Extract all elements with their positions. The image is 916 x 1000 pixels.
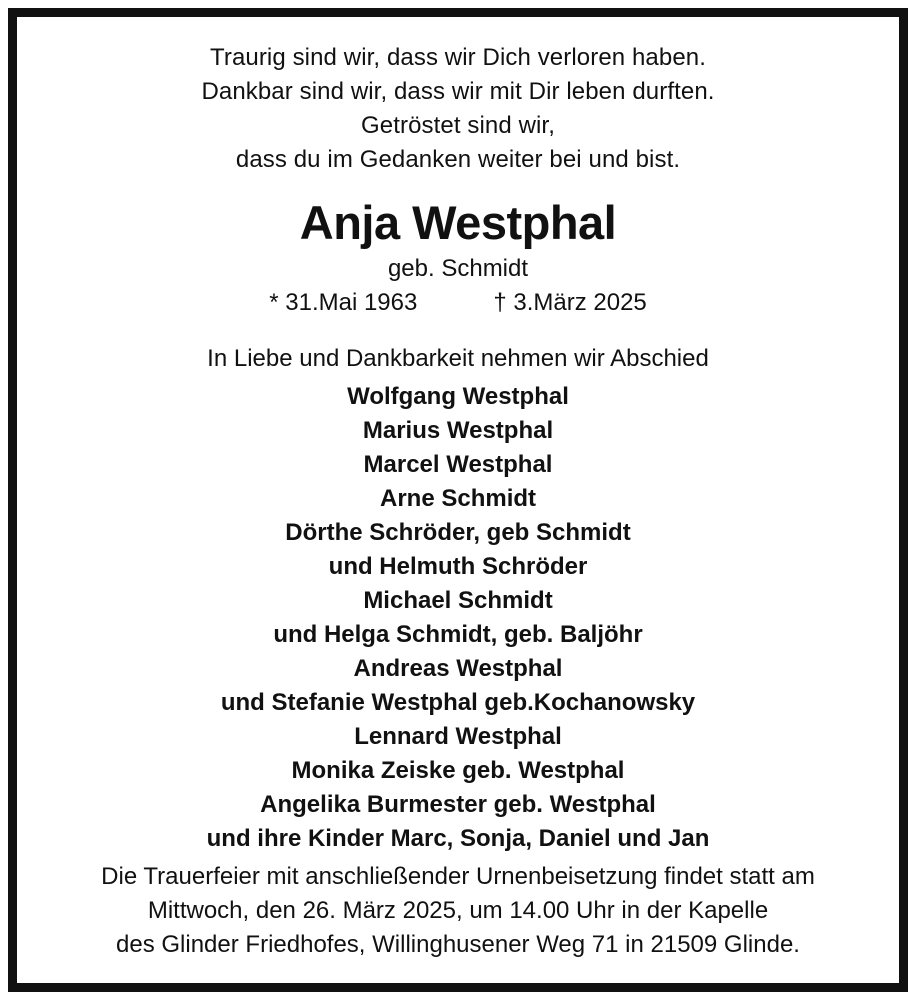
mourner-line: Arne Schmidt — [379, 485, 537, 512]
mourner-line: Angelika Burmester geb. Westphal — [260, 791, 656, 818]
maiden-name: geb. Schmidt — [387, 255, 529, 282]
verse-line: Dankbar sind wir, dass wir mit Dir leben durften. — [201, 78, 715, 105]
mourners-list — [17, 380, 899, 856]
service-line: Mittwoch, den 26. März 2025, um 14.00 Uhr in der Kapelle — [147, 897, 769, 924]
mourner-line: Marius Westphal — [362, 417, 554, 444]
mourner-line: Michael Schmidt — [363, 587, 553, 614]
mourner-line: und Stefanie Westphal geb.Kochanowsky — [220, 689, 696, 716]
death-date: † 3.März 2025 — [493, 289, 647, 316]
service-line: Die Trauerfeier mit anschließender Urnenbeisetzung findet statt am — [101, 863, 815, 890]
memorial-verse — [17, 41, 899, 177]
life-dates — [17, 286, 899, 320]
verse-line: Traurig sind wir, dass wir Dich verloren haben. — [209, 44, 706, 71]
mourner-line: Dörthe Schröder, geb Schmidt — [285, 519, 631, 546]
mourner-line: und Helmuth Schröder — [328, 553, 588, 580]
verse-line: Getröstet sind wir, — [361, 112, 555, 139]
mourner-line: Wolfgang Westphal — [347, 383, 569, 410]
deceased-name: Anja Westphal — [299, 196, 617, 249]
mourner-line: und Helga Schmidt, geb. Baljöhr — [273, 621, 643, 648]
obituary-border — [8, 8, 908, 992]
mourner-line: Monika Zeiske geb. Westphal — [291, 757, 625, 784]
service-line: des Glinder Friedhofes, Willinghusener Weg 71 in 21509 Glinde. — [116, 931, 800, 958]
mourner-line: Marcel Westphal — [363, 451, 553, 478]
verse-line: dass du im Gedanken weiter bei und bist. — [235, 146, 681, 173]
farewell-intro: In Liebe und Dankbarkeit nehmen wir Abschied — [207, 345, 709, 372]
mourner-line: Lennard Westphal — [354, 723, 562, 750]
mourner-line: Andreas Westphal — [353, 655, 563, 682]
mourner-line: und ihre Kinder Marc, Sonja, Daniel und Jan — [206, 825, 710, 852]
service-details — [17, 860, 899, 962]
birth-date: * 31.Mai 1963 — [269, 289, 418, 316]
